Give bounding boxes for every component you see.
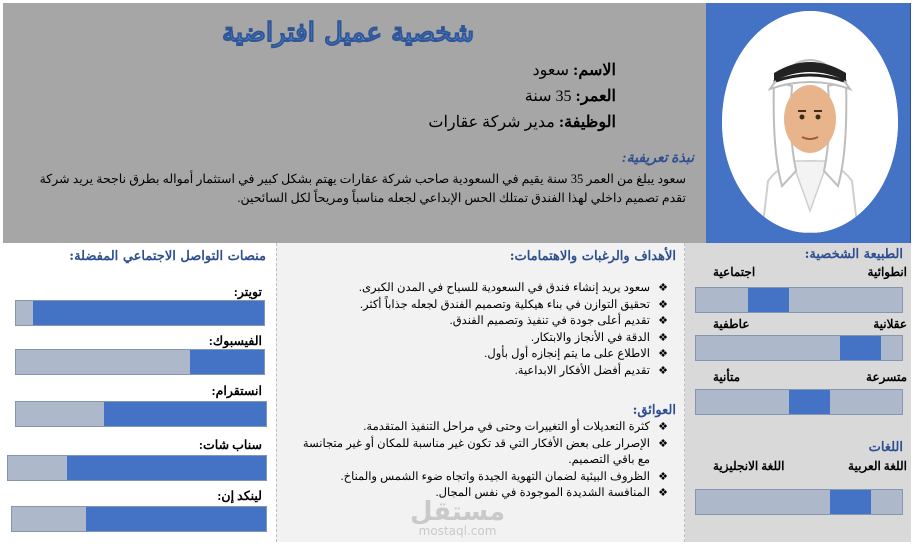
trait-right-label: انطوائية [867, 265, 907, 279]
obstacles-list [288, 419, 668, 502]
personality-heading: الطبيعة الشخصية: [804, 247, 903, 262]
age-label: العمر: [575, 88, 616, 105]
list-item: ❖ الظروف البيئية لضمان التهوية الجيدة واتجاه ضوء الشمس والمناخ. [288, 469, 668, 486]
list-item: ❖ تقديم أعلى جودة في تنفيذ وتصميم الفندق. [288, 313, 668, 330]
age-value: 35 سنة [524, 88, 576, 105]
bio-text: سعود يبلغ من العمر 35 سنة يقيم في السعودية صاحب شركة عقارات يهتم بشكل كبير في استثمار أمواله بطرق ناجحة يريد شركة تقدم تصميم داخلي لهذا الفندق تمتلك الحس الإبداعي لجعله مناسباً ومريحاً لكل السائحين. [39, 172, 686, 205]
trait-bar [695, 335, 903, 361]
social-bar-facebook [15, 349, 265, 375]
social-bar-fill [190, 350, 264, 374]
list-item: ❖ المنافسة الشديدة الموجودة في نفس المجال. [288, 485, 668, 502]
obstacles-heading: العوائق: [632, 403, 676, 418]
watermark-logo: مستقل [410, 497, 506, 527]
list-item: ❖ الإصرار على بعض الأفكار التي قد تكون غير مناسبة للمكان أو غير متجانسة مع باقي التصميم. [288, 436, 668, 469]
persona-info [428, 58, 616, 136]
trait-left-label: اجتماعية [713, 265, 756, 279]
name-value: سعود [532, 62, 574, 79]
page-title: شخصية عميل افتراضية [221, 18, 474, 48]
name-row [428, 58, 616, 84]
avatar [722, 11, 898, 233]
list-item: ❖ تقديم أفضل الأفكار الابداعية. [288, 363, 668, 380]
social-column [3, 243, 276, 542]
goals-heading: الأهداف والرغبات والاهتمامات: [509, 249, 676, 264]
goals-list [288, 280, 668, 379]
social-bar-fill [86, 507, 266, 531]
list-item: ❖ تحقيق التوازن في بناء هيكلية وتصميم الفندق لجعله جذاباً أكثر. [288, 297, 668, 314]
job-value: مدير شركة عقارات [428, 114, 559, 131]
social-bar-fill [67, 456, 266, 480]
social-bar-fill [104, 402, 267, 426]
list-item: ❖ سعود يريد إنشاء فندق في السعودية للسياح في المدن الكبرى. [288, 280, 668, 297]
list-item: ❖ كثرة التعديلات أو التغييرات وحتى في مراحل التنفيذ المتقدمة. [288, 419, 668, 436]
language-marker [830, 490, 871, 514]
job-label: الوظيفة: [558, 114, 616, 131]
social-bar-fill [33, 301, 264, 325]
social-bar-linkedin [11, 506, 267, 532]
social-label-twitter: تويتر: [233, 285, 262, 299]
list-item: ❖ الدقة في الأنجاز والابتكار. [288, 330, 668, 347]
trait-bar [695, 389, 903, 415]
social-bar-instagram [15, 401, 267, 427]
age-row [428, 84, 616, 110]
languages-heading: اللغات [868, 440, 903, 455]
trait-marker [789, 390, 830, 414]
trait-right-label: متسرعة [866, 370, 907, 384]
name-label: الاسم: [573, 62, 616, 79]
avatar-panel [706, 3, 911, 243]
trait-left-label: عاطفية [713, 317, 750, 331]
trait-marker [748, 288, 789, 312]
watermark [410, 497, 506, 538]
social-bar-twitter [15, 300, 265, 326]
language-left-label: اللغة الانجليزية [713, 459, 785, 473]
social-label-snapchat: سناب شات: [198, 438, 262, 452]
list-item: ❖ الاطلاع على ما يتم إنجازه أول بأول. [288, 346, 668, 363]
language-bar [695, 489, 903, 515]
personality-column [685, 243, 911, 542]
watermark-url: mostaql.com [418, 524, 497, 538]
language-right-label: اللغة العربية [848, 459, 907, 473]
social-label-linkedin: لينكد إن: [217, 489, 262, 503]
bio-heading: نبذة تعريفية: [621, 151, 694, 166]
social-heading: منصات التواصل الاجتماعي المفضلة: [69, 249, 266, 264]
social-bar-snapchat [7, 455, 267, 481]
persona-portrait-icon [722, 11, 898, 233]
social-label-instagram: انستقرام: [211, 384, 262, 398]
job-row [428, 110, 616, 136]
trait-right-label: عقلانية [873, 317, 907, 331]
trait-left-label: متأنية [713, 370, 741, 384]
trait-marker [840, 336, 881, 360]
trait-bar [695, 287, 903, 313]
social-label-facebook: الفيسبوك: [208, 334, 262, 348]
